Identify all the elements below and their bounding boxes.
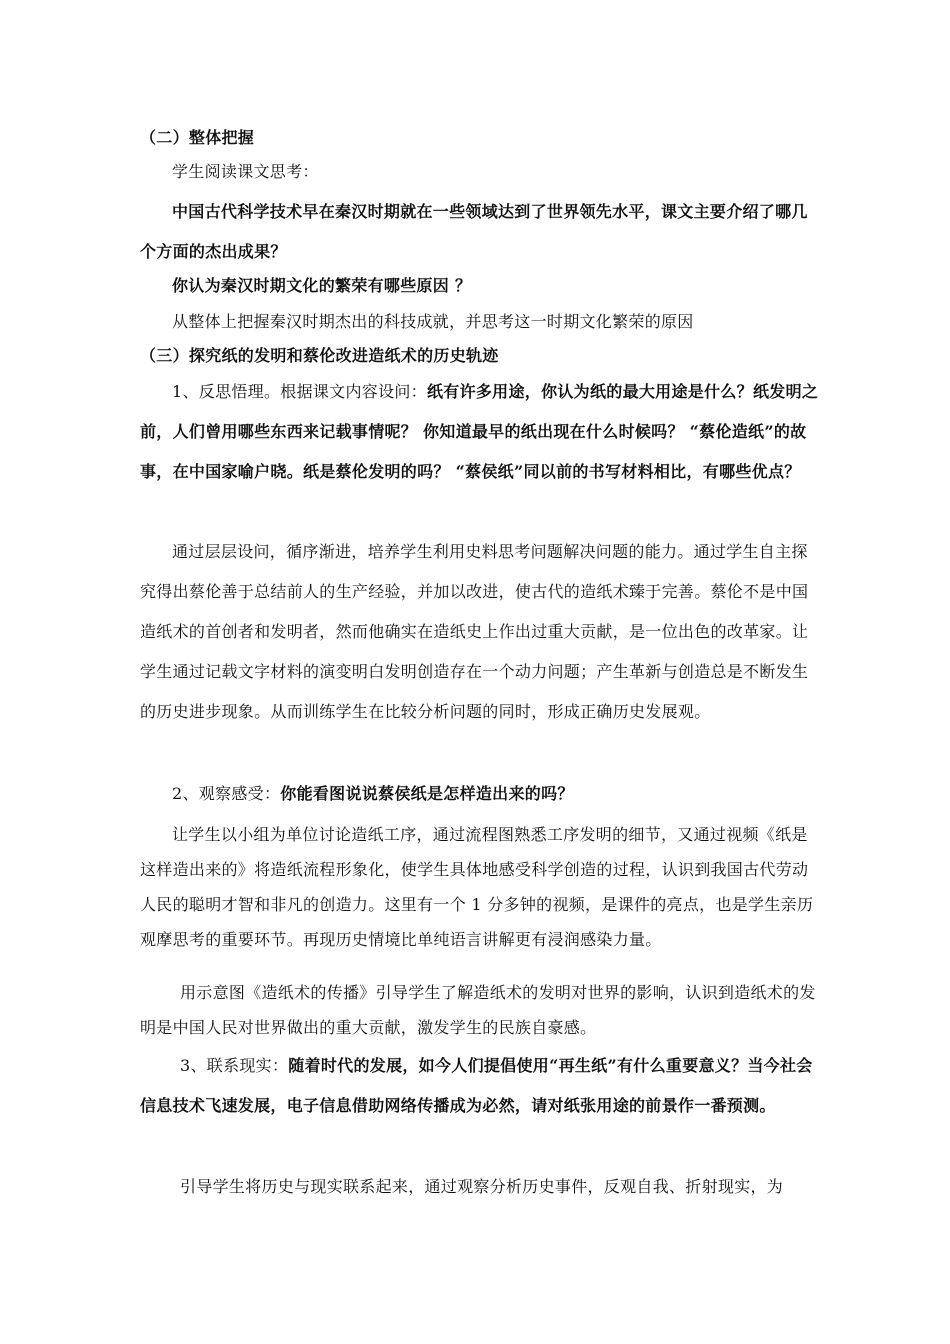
section2-heading: （二）整体把握 [140,128,255,147]
item2-question: 你能看图说说蔡侯纸是怎样造出来的吗？ [280,784,574,803]
section2-question1: 中国古代科学技术早在秦汉时期就在一些领域达到了世界领先水平，课文主要介绍了哪几个方面的杰出成果？ [140,202,808,261]
section2-summary: 从整体上把握秦汉时期杰出的科技成就，并思考这一时期文化繁荣的原因 [172,312,694,331]
section2-intro: 学生阅读课文思考： [172,162,319,181]
section3-heading: （三）探究纸的发明和蔡伦改进造纸术的历史轨迹 [140,346,499,365]
item1-explanation: 通过层层设问，循序渐进，培养学生利用史料思考问题解决问题的能力。通过学生自主探究得出蔡伦善于总结前人的生产经验，并加以改进，使古代的造纸术臻于完善。蔡伦不是中国造纸术的首创者和发明者，然而他确实在造纸史上作出过重大贡献，是一位出色的改革家。让学生通过记载文字材料的演变明白发明创造存在一个动力问题；产生革新与创造总是不断发生的历史进步现象。从而训练学生在比较分析问题的同时，形成正确历史发展观。 [140,542,809,721]
item1-label: 1、反思悟理。根据课文内容设问： [172,382,427,401]
item2-label: 2、观察感受： [172,784,281,803]
section2-question2: 你认为秦汉时期文化的繁荣有哪些原因 ？ [172,276,472,295]
item3-explanation: 引导学生将历史与现实联系起来，通过观察分析历史事件，反观自我、折射现实，为 [180,1177,784,1196]
section3-item3 [140,1046,820,1126]
section3-item2 [140,782,820,806]
item3-question: 随着时代的发展，如今人们提倡使用“再生纸”有什么重要意义？当今社会信息技术飞速发展，电子信息借助网络传播成为必然，请对纸张用途的前景作一番预测。 [140,1056,813,1115]
item3-label: 3、联系现实： [180,1056,289,1075]
item1-questions: 纸有许多用途，你认为纸的最大用途是什么？纸发明之前，人们曾用哪些东西来记载事情呢？ 你知道最早的纸出现在什么时候吗？ “蔡伦造纸”的故事，在中国家喻户晓。纸是蔡伦发明的吗？ “蔡侯纸”同以前的书写材料相比，有哪些优点？ [140,382,819,481]
item2-explanation1: 让学生以小组为单位讨论造纸工序，通过流程图熟悉工序发明的细节，又通过视频《纸是这样造出来的》将造纸流程形象化，使学生具体地感受科学创造的过程，认识到我国古代劳动人民的聪明才智和非凡的创造力。这里有一个 1 分多钟的视频，是课件的亮点，也是学生亲历观摩思考的重要环节。再现历史情境比单纯语言讲解更有浸润感染力量。 [140,825,814,949]
item2-explanation2: 用示意图《造纸术的传播》引导学生了解造纸术的发明对世界的影响，认识到造纸术的发明是中国人民对世界做出的重大贡献，激发学生的民族自豪感。 [140,983,816,1037]
section3-item1 [140,372,820,492]
